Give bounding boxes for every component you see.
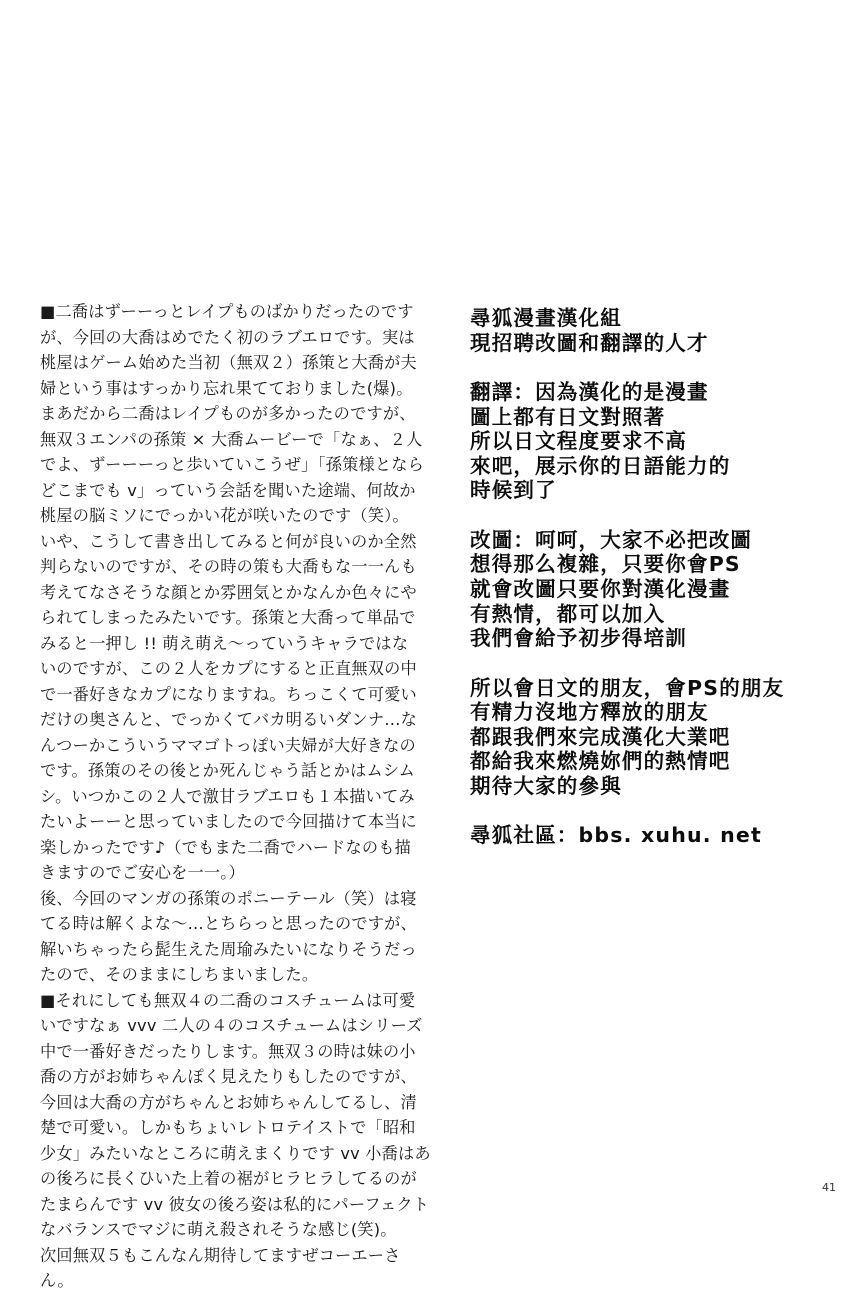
afterword-line: たので、そのままにしちまいました。 bbox=[40, 965, 319, 984]
recruitment-header bbox=[470, 306, 830, 355]
editing-section bbox=[470, 528, 830, 651]
afterword-line: シ。いつかこの２人で激甘ラブエロも１本描いてみ bbox=[40, 786, 415, 806]
afterword-line: 無双３エンパの孫策 × 大喬ムービーで「なぁ、２人 bbox=[40, 429, 423, 449]
notice-line: 有熱情，都可以加入 bbox=[470, 601, 666, 626]
afterword-line: てる時は解くよな〜…とちらっと思ったのですが、 bbox=[40, 914, 417, 933]
afterword-line: 後、今回のマンガの孫策のポニーテール（笑）は寝 bbox=[40, 888, 417, 908]
afterword-line: きますのでご安心を一一。） bbox=[40, 863, 245, 882]
afterword-line: 婦という事はすっかり忘れ果てておりました(爆)。 bbox=[40, 378, 413, 398]
notice-line: 我們會給予初步得培訓 bbox=[470, 626, 687, 651]
afterword-line: 次回無双５もこんなん期待してますぜコーエーさ bbox=[40, 1245, 401, 1265]
notice-line: 所以會日文的朋友，會PS的朋友 bbox=[470, 675, 785, 700]
afterword-line: まあだから二喬はレイプものが多かったのですが、 bbox=[40, 404, 416, 423]
notice-line: 翻譯：因為漢化的是漫畫 bbox=[470, 379, 709, 404]
afterword-line: 中で一番好きだったりします。無双３の時は妹の小 bbox=[40, 1041, 416, 1061]
afterword-line: 楚で可愛い。しかもちょいレトロテイストで「昭和 bbox=[40, 1118, 416, 1137]
afterword-line: られてしまったみたいです。孫策と大喬って単品で bbox=[40, 608, 416, 627]
afterword-line: 楽しかったです♪（でもまた二喬でハードなのも描 bbox=[40, 837, 412, 857]
notice-line: 改圖：呵呵，大家不必把改圖 bbox=[470, 527, 753, 552]
afterword-line: だけの奥さんと、でっかくてバカ明るいダンナ…な bbox=[40, 710, 418, 729]
afterword-line: どこまでも v」っていう会話を聞いた途端、何故か bbox=[40, 480, 416, 500]
afterword-line: いのですが、この２人をカプにすると正直無双の中 bbox=[40, 659, 417, 678]
notice-line: 時候到了 bbox=[470, 478, 557, 503]
afterword-line: 喬の方がお姉ちゃんぽく見えたりもしたのですが、 bbox=[40, 1067, 417, 1086]
afterword-line: なバランスでマジに萌え殺されそうな感じ(笑)。 bbox=[40, 1220, 397, 1239]
group-name: 尋狐漫畫漢化組 bbox=[470, 306, 622, 330]
afterword-line: たまらんです vv 彼女の後ろ姿は私的にパーフェクト bbox=[40, 1194, 430, 1214]
page-number: 41 bbox=[822, 1181, 836, 1194]
afterword-line: んつーかこういうママゴトっぽい夫婦が大好きなの bbox=[40, 735, 416, 755]
recruitment-title: 現招聘改圖和翻譯的人才 bbox=[470, 330, 709, 355]
notice-line: 來吧，展示你的日語能力的 bbox=[470, 453, 731, 478]
closing-section bbox=[470, 676, 830, 799]
recruitment-notice bbox=[470, 306, 830, 848]
author-afterword bbox=[40, 299, 458, 1294]
afterword-line: 判らないのですが、その時の策も大喬もな一一んも bbox=[40, 557, 417, 576]
afterword-line: が、今回の大喬はめでたく初のラブエロです。実は bbox=[40, 327, 415, 347]
afterword-line: で一番好きなカプになりますね。ちっこくて可愛い bbox=[40, 684, 417, 704]
translation-section bbox=[470, 380, 830, 503]
afterword-line: 考えてなさそうな顔とか雰囲気とかなんか色々にや bbox=[40, 582, 417, 602]
afterword-line: いや、こうして書き出してみると何が良いのか全然 bbox=[40, 531, 417, 551]
afterword-line: いですなぁ vvv 二人の４のコスチュームはシリーズ bbox=[40, 1016, 423, 1035]
afterword-line: です。孫策のその後とか死んじゃう話とかはムシム bbox=[40, 761, 415, 780]
afterword-line: ■二喬はずーーっとレイプものばかりだったのです bbox=[40, 302, 414, 321]
afterword-line: ん。 bbox=[40, 1271, 74, 1290]
notice-line: 圖上都有日文對照著 bbox=[470, 404, 666, 429]
afterword-line: ■それにしても無双４の二喬のコスチュームは可愛 bbox=[40, 990, 416, 1010]
afterword-line: でよ、ずーーーっと歩いていこうぜ」「孫策様となら bbox=[40, 455, 425, 474]
afterword-line: 桃屋はゲーム始めた当初（無双２）孫策と大喬が夫 bbox=[40, 353, 417, 372]
afterword-line: みると一押し !! 萌え萌え〜っていうキャラではな bbox=[40, 633, 409, 653]
afterword-line: の後ろに長くひいた上着の裾がヒラヒラしてるのが bbox=[40, 1169, 417, 1188]
afterword-line: たいよーーと思っていましたので今回描けて本当に bbox=[40, 812, 417, 831]
notice-line: 都跟我們來完成漢化大業吧 bbox=[470, 724, 731, 749]
notice-line: 都給我來燃燒妳們的熱情吧 bbox=[470, 749, 731, 774]
afterword-line: 今回は大喬の方がちゃんとお姉ちゃんしてるし、清 bbox=[40, 1092, 417, 1112]
afterword-line: 解いちゃったら髭生えた周瑜みたいになりそうだっ bbox=[40, 939, 417, 959]
notice-line: 所以日文程度要求不高 bbox=[470, 429, 687, 454]
afterword-line: 桃屋の脳ミソにでっかい花が咲いたのです（笑）。 bbox=[40, 506, 409, 525]
notice-line: 期待大家的參與 bbox=[470, 773, 622, 798]
notice-line: 有精力沒地方釋放的朋友 bbox=[470, 700, 709, 725]
notice-line: 想得那么複雜，只要你會PS bbox=[470, 552, 741, 577]
notice-line: 就會改圖只要你對漢化漫畫 bbox=[470, 576, 731, 601]
afterword-line: 少女」みたいなところに萌えまくりです vv 小喬はあ bbox=[40, 1143, 431, 1163]
forum-address: 尋狐社區：bbs. xuhu. net bbox=[470, 823, 763, 848]
